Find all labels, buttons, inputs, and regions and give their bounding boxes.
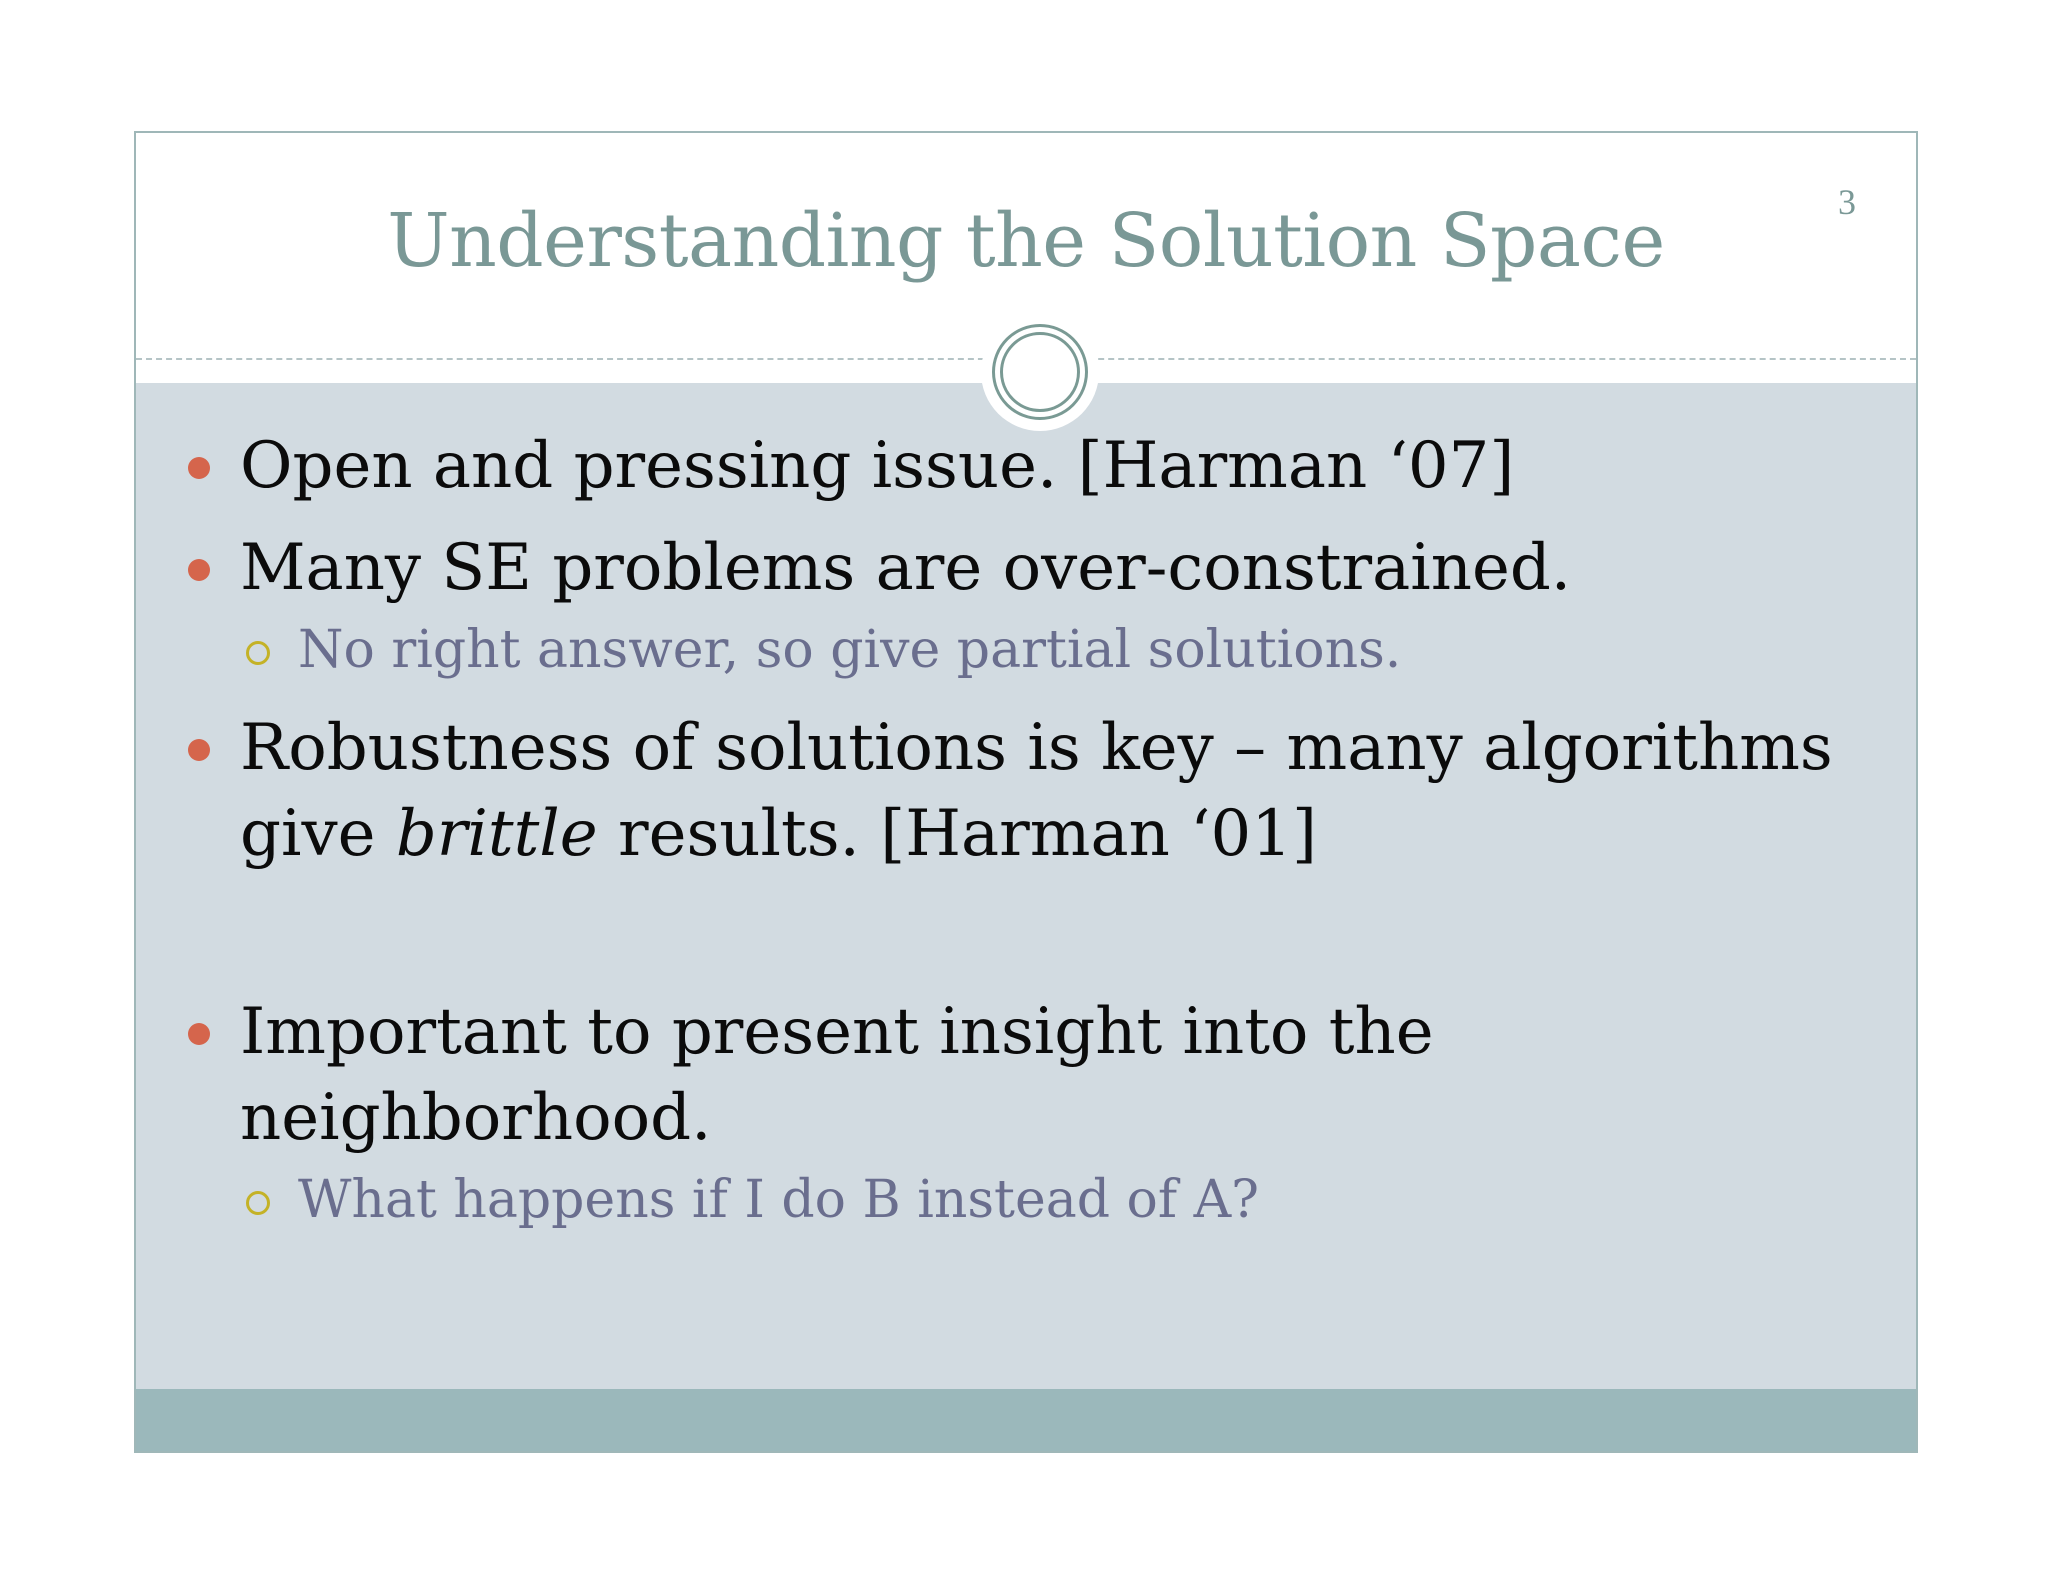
bullet-text: Robustness of solutions is key – many algorithms give brittle results. [Harman ‘01] bbox=[240, 711, 1854, 871]
page-number: 3 bbox=[1838, 182, 1856, 222]
sub-bullet-ring-icon bbox=[246, 641, 270, 665]
footer-band bbox=[136, 1389, 1916, 1451]
emphasis-text: brittle bbox=[395, 797, 598, 871]
slide-title: Understanding the Solution Space bbox=[387, 198, 1665, 284]
bullet-item bbox=[136, 525, 1856, 611]
bullet-text: Open and pressing issue. [Harman ‘07] bbox=[240, 429, 1515, 503]
bullet-dot-icon bbox=[188, 559, 210, 581]
sub-bullet-item bbox=[136, 1161, 1916, 1239]
sub-bullet-item bbox=[136, 611, 1916, 689]
bullet-dot-icon bbox=[188, 739, 210, 761]
bullet-text: Important to present insight into the neighborhood. bbox=[240, 995, 1454, 1155]
bullet-item bbox=[136, 989, 1856, 1161]
bullet-dot-icon bbox=[188, 1023, 210, 1045]
bullet-item bbox=[136, 705, 1856, 877]
sub-bullet-ring-icon bbox=[246, 1191, 270, 1215]
sub-bullet-text: No right answer, so give partial solutions. bbox=[298, 620, 1402, 680]
slide bbox=[134, 131, 1918, 1453]
bullet-item bbox=[136, 423, 1856, 509]
bullet-dot-icon bbox=[188, 457, 210, 479]
circle-ornament-icon bbox=[992, 324, 1088, 420]
sub-bullet-text: What happens if I do B instead of A? bbox=[298, 1170, 1260, 1230]
bullet-text: Many SE problems are over-constrained. bbox=[240, 531, 1572, 605]
bullet-list bbox=[136, 423, 1916, 1239]
